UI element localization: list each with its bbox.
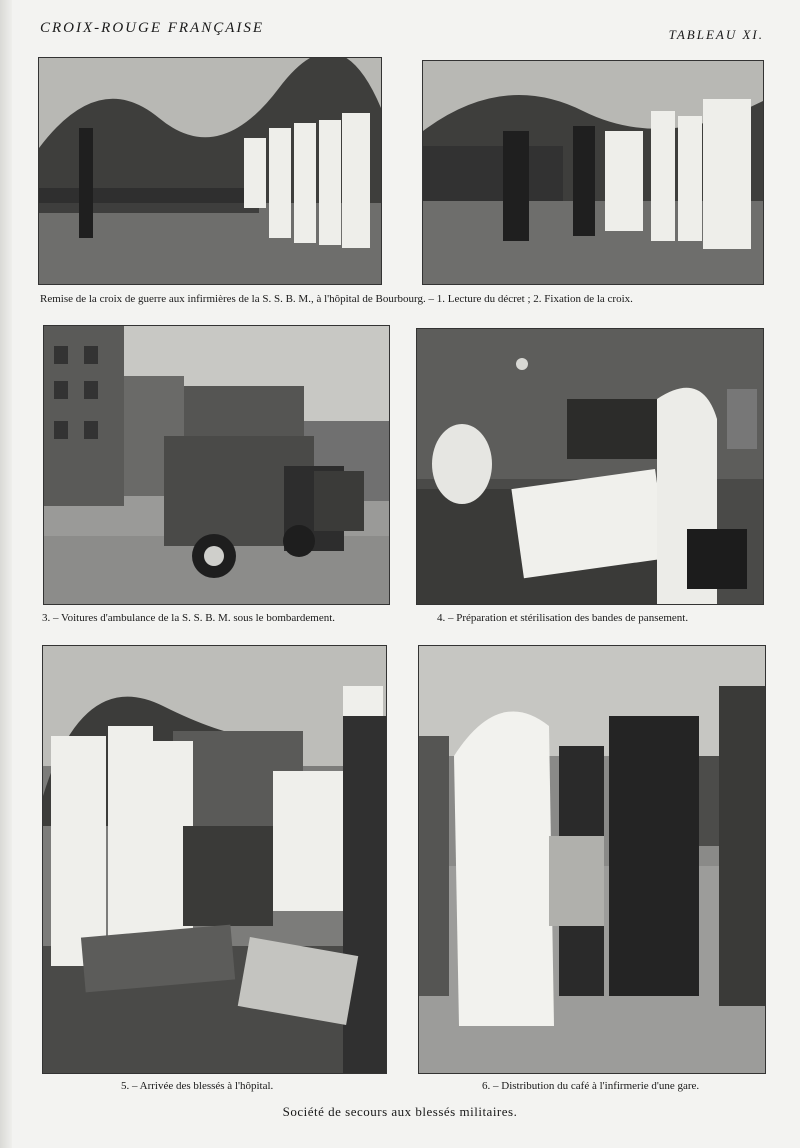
photo-1-reading-decree — [38, 57, 382, 285]
caption-photo-4: 4. – Préparation et stérilisation des bandes de pansement. — [437, 612, 689, 624]
plate-footer-title: Société de secours aux blessés militaires. — [282, 1104, 518, 1119]
photo-3-ambulances — [43, 325, 390, 605]
journal-title: CROIX-ROUGE FRANÇAISE — [40, 20, 265, 36]
caption-photos-1-2: Remise de la croix de guerre aux infirmières de la S. S. B. M., à l'hôpital de Bourbourg. – 1. Lecture du décret ; 2. Fixation de la croix. — [40, 293, 633, 305]
page-edge — [0, 0, 12, 1148]
caption-photo-3: 3. – Voitures d'ambulance de la S. S. B. M. sous le bombardement. — [42, 612, 336, 624]
photo-6-coffee-distribution — [418, 645, 766, 1074]
photo-5-arrival-wounded — [42, 645, 387, 1074]
caption-photo-5: 5. – Arrivée des blessés à l'hôpital. — [121, 1080, 274, 1092]
photo-4-sterilisation — [416, 328, 764, 605]
plate-number: TABLEAU XI. — [668, 27, 764, 42]
photo-2-fixing-cross — [422, 60, 764, 285]
caption-photo-6: 6. – Distribution du café à l'infirmerie d'une gare. — [482, 1080, 700, 1092]
